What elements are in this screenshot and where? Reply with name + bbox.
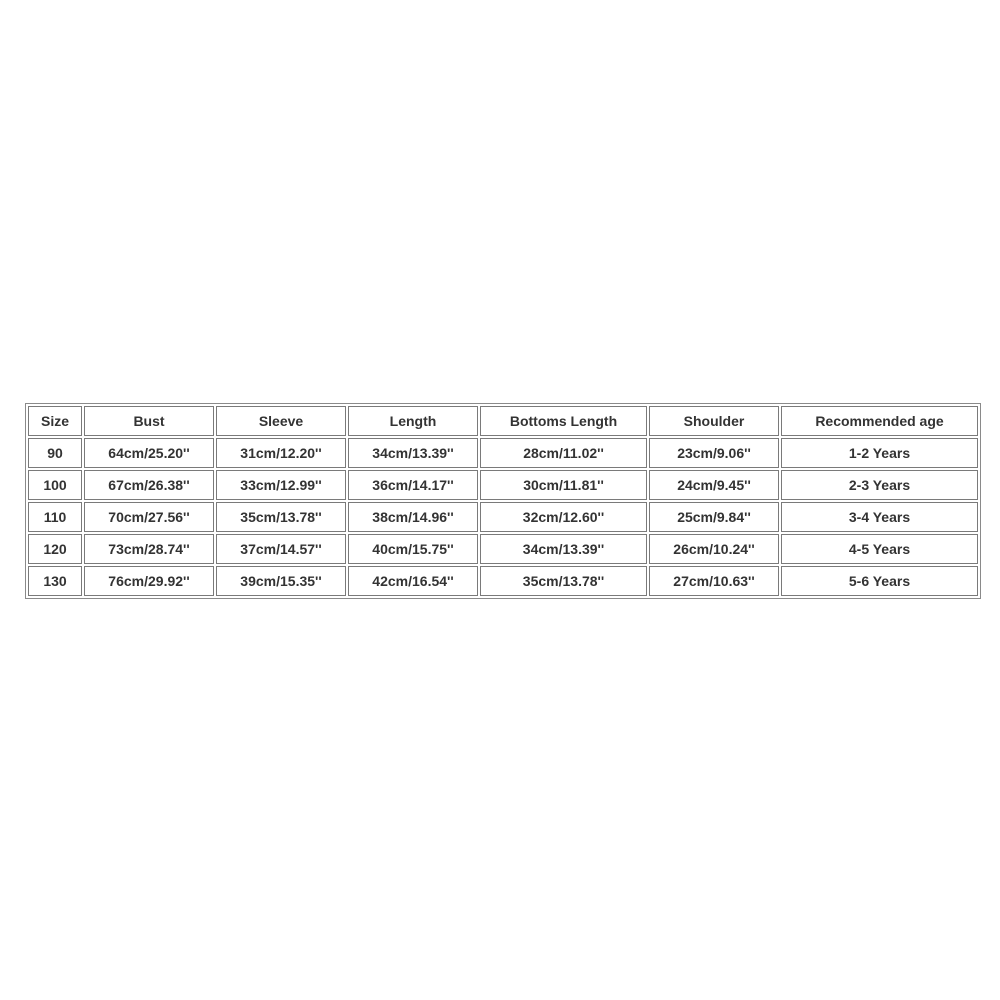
cell-sleeve: 37cm/14.57'' (216, 534, 346, 564)
header-shoulder: Shoulder (649, 406, 779, 436)
cell-bust: 70cm/27.56'' (84, 502, 214, 532)
cell-bust: 76cm/29.92'' (84, 566, 214, 596)
cell-shoulder: 25cm/9.84'' (649, 502, 779, 532)
table-row (28, 534, 978, 564)
cell-recommended-age: 3-4 Years (781, 502, 978, 532)
cell-length: 36cm/14.17'' (348, 470, 478, 500)
table-header-row (28, 406, 978, 436)
header-bottoms-length: Bottoms Length (480, 406, 647, 436)
header-bust: Bust (84, 406, 214, 436)
cell-shoulder: 26cm/10.24'' (649, 534, 779, 564)
cell-shoulder: 24cm/9.45'' (649, 470, 779, 500)
cell-recommended-age: 2-3 Years (781, 470, 978, 500)
cell-bottoms-length: 30cm/11.81'' (480, 470, 647, 500)
header-sleeve: Sleeve (216, 406, 346, 436)
header-size: Size (28, 406, 82, 436)
cell-sleeve: 31cm/12.20'' (216, 438, 346, 468)
cell-bust: 64cm/25.20'' (84, 438, 214, 468)
cell-sleeve: 35cm/13.78'' (216, 502, 346, 532)
cell-size: 130 (28, 566, 82, 596)
cell-bust: 73cm/28.74'' (84, 534, 214, 564)
cell-size: 100 (28, 470, 82, 500)
size-chart-table (25, 403, 981, 599)
cell-bottoms-length: 34cm/13.39'' (480, 534, 647, 564)
cell-bottoms-length: 32cm/12.60'' (480, 502, 647, 532)
table-row (28, 438, 978, 468)
cell-bottoms-length: 35cm/13.78'' (480, 566, 647, 596)
cell-sleeve: 33cm/12.99'' (216, 470, 346, 500)
cell-size: 120 (28, 534, 82, 564)
cell-length: 34cm/13.39'' (348, 438, 478, 468)
cell-shoulder: 27cm/10.63'' (649, 566, 779, 596)
header-length: Length (348, 406, 478, 436)
cell-length: 40cm/15.75'' (348, 534, 478, 564)
cell-bust: 67cm/26.38'' (84, 470, 214, 500)
cell-shoulder: 23cm/9.06'' (649, 438, 779, 468)
header-recommended-age: Recommended age (781, 406, 978, 436)
cell-bottoms-length: 28cm/11.02'' (480, 438, 647, 468)
table-row (28, 502, 978, 532)
table-row (28, 566, 978, 596)
cell-recommended-age: 1-2 Years (781, 438, 978, 468)
cell-length: 38cm/14.96'' (348, 502, 478, 532)
cell-size: 90 (28, 438, 82, 468)
cell-length: 42cm/16.54'' (348, 566, 478, 596)
cell-recommended-age: 4-5 Years (781, 534, 978, 564)
cell-size: 110 (28, 502, 82, 532)
table-row (28, 470, 978, 500)
cell-recommended-age: 5-6 Years (781, 566, 978, 596)
cell-sleeve: 39cm/15.35'' (216, 566, 346, 596)
